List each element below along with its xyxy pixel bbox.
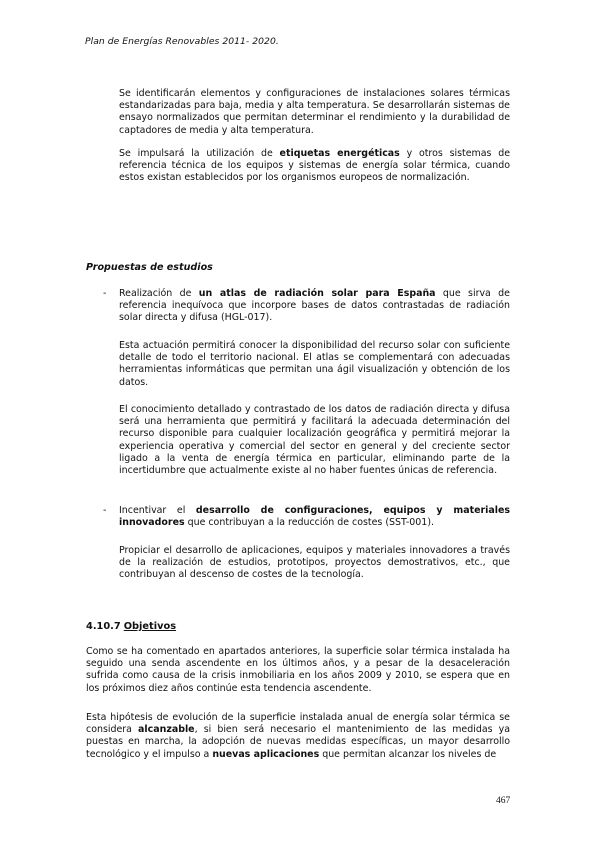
item2-text-a: Incentivar el [119,505,196,516]
bullet-marker-2: - [103,505,107,516]
obj-p2-bold-a: alcanzable [138,724,195,736]
studies-item-1-paragraph-3: El conocimiento detallado y contrastado de los datos de radiación directa y difusa será una herramienta que permitirá y facilitará la adecuada determinación del recurso disponible para cualquier localización geográfica y permitirá mejorar la experiencia operativa y comercial del sector en general y del creciente sector ligado a la venta de energía térmica en particular, eliminando parte de la incertidumbre que actualmente existe al no haber fuentes únicas de referencia. [119,404,510,477]
obj-p2-text-b: , si bien será necesario el mantenimiento de las medidas ya puestas en marcha, la adopción de nuevas medidas específicas, un mayor desarrollo tecnológico y el impulso a [86,724,510,760]
running-header: Plan de Energías Renovables 2011- 2020. [85,36,279,47]
intro-p2-text-b: y otros sistemas de referencia técnica de los equipos y sistemas de energía solar térmica, cuando estos existan establecidos por los organismos europeos de normalización. [119,148,511,184]
item1-text-a: Realización de [119,288,199,299]
studies-item-1 [119,288,510,325]
bullet-marker-1: - [103,288,107,299]
intro-paragraph-2 [119,148,510,185]
item2-text-b: que contribuyan a la reducción de costes (SST-001). [184,517,434,529]
objectives-number: 4.10.7 [86,621,121,632]
objectives-paragraph-2 [86,712,510,761]
objectives-heading [86,621,176,632]
intro-p2-text-a: Se impulsará la utilización de [119,148,280,159]
objectives-title: Objetivos [123,621,177,632]
intro-paragraph-1: Se identificarán elementos y configuraciones de instalaciones solares térmicas estandarizadas para baja, media y alta temperatura. Se desarrollarán sistemas de ensayo normalizados que permitan determinar el rendimiento y la durabilidad de captadores de media y alta temperatura. [119,88,510,136]
obj-p2-text-c: que permitan alcanzar los niveles de [319,748,497,760]
page-number: 467 [496,796,511,806]
item2-bold: desarrollo de configuraciones, equipos y materiales innovadores [119,505,510,529]
studies-item-1-paragraph-2: Esta actuación permitirá conocer la disponibilidad del recurso solar con suficiente detalle de todo el territorio nacional. El atlas se complementará con adecuadas herramientas informáticas que permitan una ágil visualización y obtención de los datos. [119,340,510,388]
item1-bold: un atlas de radiación solar para España [198,288,436,299]
obj-p2-bold-b: nuevas aplicaciones [212,748,320,760]
studies-item-2-paragraph-2: Propiciar el desarrollo de aplicaciones, equipos y materiales innovadores a través de la realización de estudios, prototipos, proyectos demostrativos, etc., que contribuyan al descenso de costes de la tecnología. [119,545,510,581]
item1-text-b: que sirva de referencia inequívoca que incorpore bases de datos contrastadas de radiación solar directa y difusa (HGL-017). [119,288,510,324]
intro-p2-bold: etiquetas energéticas [279,148,400,159]
objectives-paragraph-1: Como se ha comentado en apartados anteriores, la superficie solar térmica instalada ha seguido una senda ascendente en los últimos años, y a pesar de la desaceleración sufrida como causa de la crisis inmobiliaria en los años 2009 y 2010, se espera que en los próximos diez años continúe esta tendencia ascendente. [86,646,510,694]
studies-item-2 [119,505,510,529]
obj-p2-text-a: Esta hipótesis de evolución de la superficie instalada anual de energía solar térmica se considera [86,712,510,736]
studies-section-title: Propuestas de estudios [86,262,213,273]
